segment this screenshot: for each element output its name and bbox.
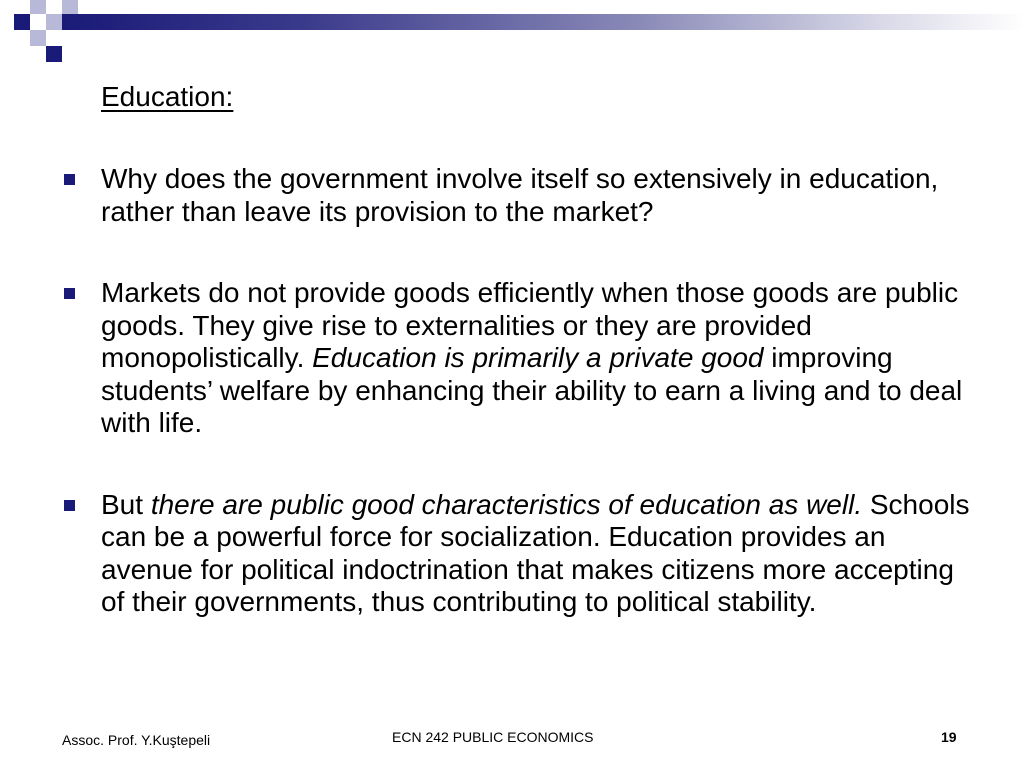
bullet-list [62, 163, 972, 668]
bullet-text: improving students’ welfare by enhancing their ability to earn a living and to deal with life. [101, 342, 963, 438]
bullet-text: Schools can be a powerful force for socialization. Education provides an avenue for political indoctrination that makes citizens more accepting of their governments, thus contributing to political stability. [101, 488, 970, 617]
bullet-item [62, 277, 972, 440]
deco-square [46, 14, 62, 30]
page-number: 19 [941, 729, 957, 745]
decorative-squares [0, 0, 80, 64]
bullet-text: Markets do not provide goods efficiently when those goods are public goods. They give rise to externalities or they are provided monopolistically. [101, 277, 959, 373]
slide-title-text: Education: [101, 81, 234, 112]
deco-square [14, 14, 30, 30]
footer-course: ECN 242 PUBLIC ECONOMICS [392, 729, 594, 745]
bullet-text-italic: there are public good characteristics of education as well. [150, 488, 863, 520]
deco-square [46, 46, 62, 62]
slide-title [101, 80, 233, 114]
deco-square [30, 30, 46, 46]
square-bullet-icon [64, 174, 75, 185]
square-bullet-icon [64, 288, 75, 299]
bullet-text: Why does the government involve itself so extensively in education, rather than leave its provision to the market? [101, 163, 939, 227]
bullet-item [62, 163, 972, 228]
bullet-text-italic: Education is primarily a private good [312, 342, 764, 373]
deco-square [62, 0, 78, 14]
bullet-item [62, 489, 972, 619]
deco-square [30, 0, 46, 14]
title-gradient-bar [62, 14, 1024, 30]
square-bullet-icon [64, 500, 75, 511]
bullet-text: But [101, 488, 151, 520]
footer-author: Assoc. Prof. Y.Kuştepeli [62, 732, 211, 748]
